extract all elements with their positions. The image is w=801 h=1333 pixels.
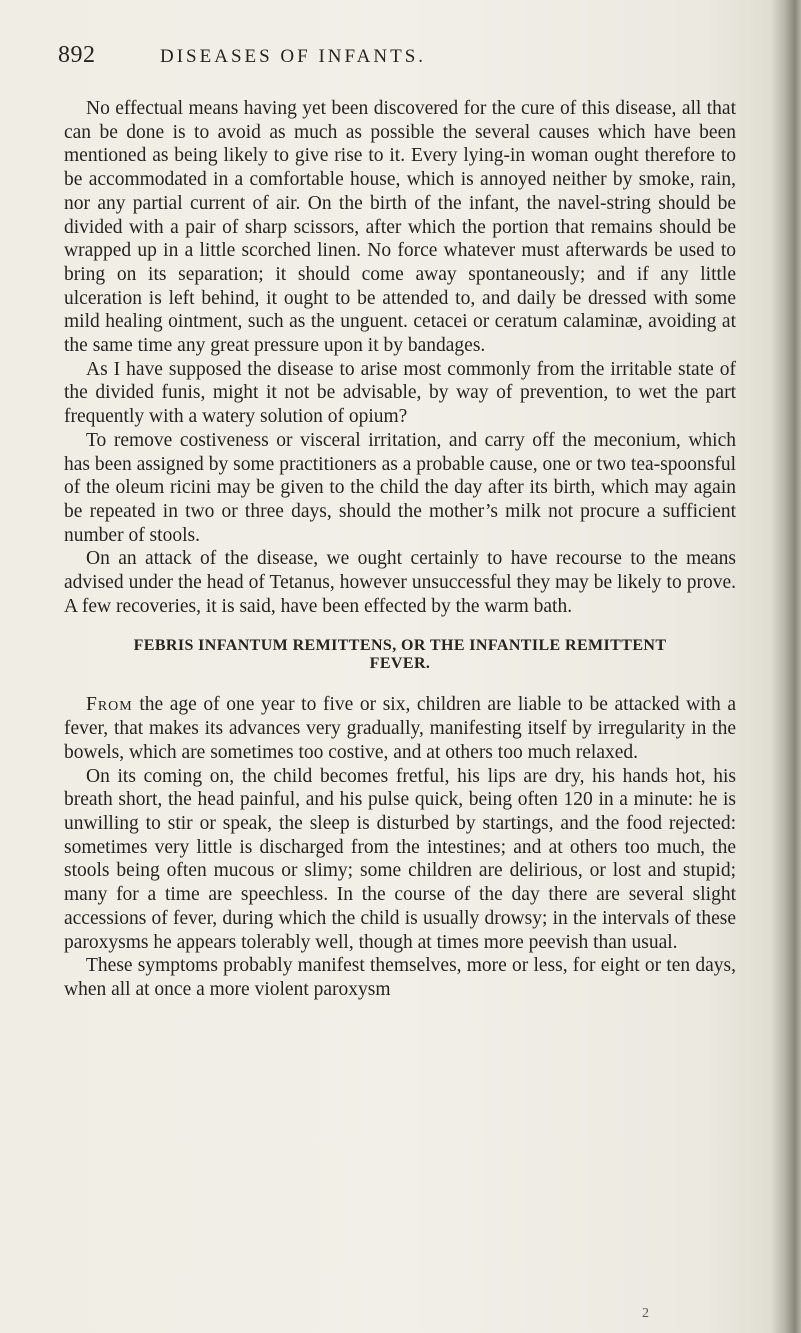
section-heading-line-2: FEVER. — [369, 655, 431, 673]
signature-mark: 2 — [642, 1306, 649, 1321]
body-text — [64, 97, 736, 1002]
paragraph — [64, 693, 736, 764]
section-body — [64, 693, 736, 1001]
paragraph: These symptoms probably manifest themselves, more or less, for eight or ten days, when all at once a more violent paroxysm — [64, 955, 736, 1000]
paragraph: As I have supposed the disease to arise most commonly from the irritable state of the divided funis, might it not be advisable, by way of prevention, to wet the part frequently with a watery solution of opium? — [64, 358, 736, 428]
running-head: DISEASES OF INFANTS. — [160, 46, 427, 67]
paragraph: No effectual means having yet been discovered for the cure of this disease, all that can be done is to avoid as much as possible the several causes which have been mentioned as being likely to give rise to it. Every lying-in woman ought therefore to be accommodated in a comfortable house, which is annoyed neither by smoke, rain, nor any partial current of air. On the birth of the infant, the navel-string should be divided with a pair of sharp scissors, after which the portion that remains should be wrapped up in a little scorched linen. No force whatever must afterwards be used to bring on its separation; it should come away spontaneously; and if any little ulceration is left behind, it ought to be attended to, and daily be dressed with some mild healing ointment, such as the unguent. cetacei or ceratum calaminæ, avoiding at the same time any great pressure upon it by bandages. — [64, 98, 736, 357]
section-heading-line-1: FEBRIS INFANTUM REMITTENS, OR THE INFANTILE REMITTENT — [133, 637, 667, 655]
paragraph: To remove costiveness or visceral irritation, and carry off the meconium, which has been assigned by some practitioners as a probable cause, one or two tea-spoonsful of the oleum ricini may be given to the child the day after its birth, which may again be repeated in two or three days, should the mother’s milk not procure a sufficient number of stools. — [64, 429, 736, 546]
page-edge-shadow — [771, 0, 801, 1333]
paragraph: On an attack of the disease, we ought certainly to have recourse to the means advised under the head of Tetanus, however unsuccessful they may be likely to prove. A few recoveries, it is said, have been effected by the warm bath. — [64, 548, 736, 617]
page-number: 892 — [58, 42, 96, 68]
paragraph: On its coming on, the child becomes fretful, his lips are dry, his hands hot, his breath short, the head painful, and his pulse quick, being often 120 in a minute: he is unwilling to stir or speak, the sleep is disturbed by startings, and the food rejected: sometimes very little is discharged from the intestines; and at others too much, the stools being often mucous or slimy; some children are delirious, or lost and stupid; many for a time are speechless. In the course of the day there are several slight accessions of fever, during which the child is usually drowsy; in the intervals of these paroxysms he appears tolerably well, though at times more peevish than usual. — [64, 765, 736, 953]
section-heading — [64, 637, 736, 673]
page-header — [58, 42, 738, 72]
lead-word: From — [86, 694, 133, 716]
paragraph-rest: the age of one year to five or six, children are liable to be attacked with a fever, that makes its advances very gradually, manifesting itself by irregularity in the bowels, which are sometimes too costive, and at others too much relaxed. — [64, 694, 736, 763]
